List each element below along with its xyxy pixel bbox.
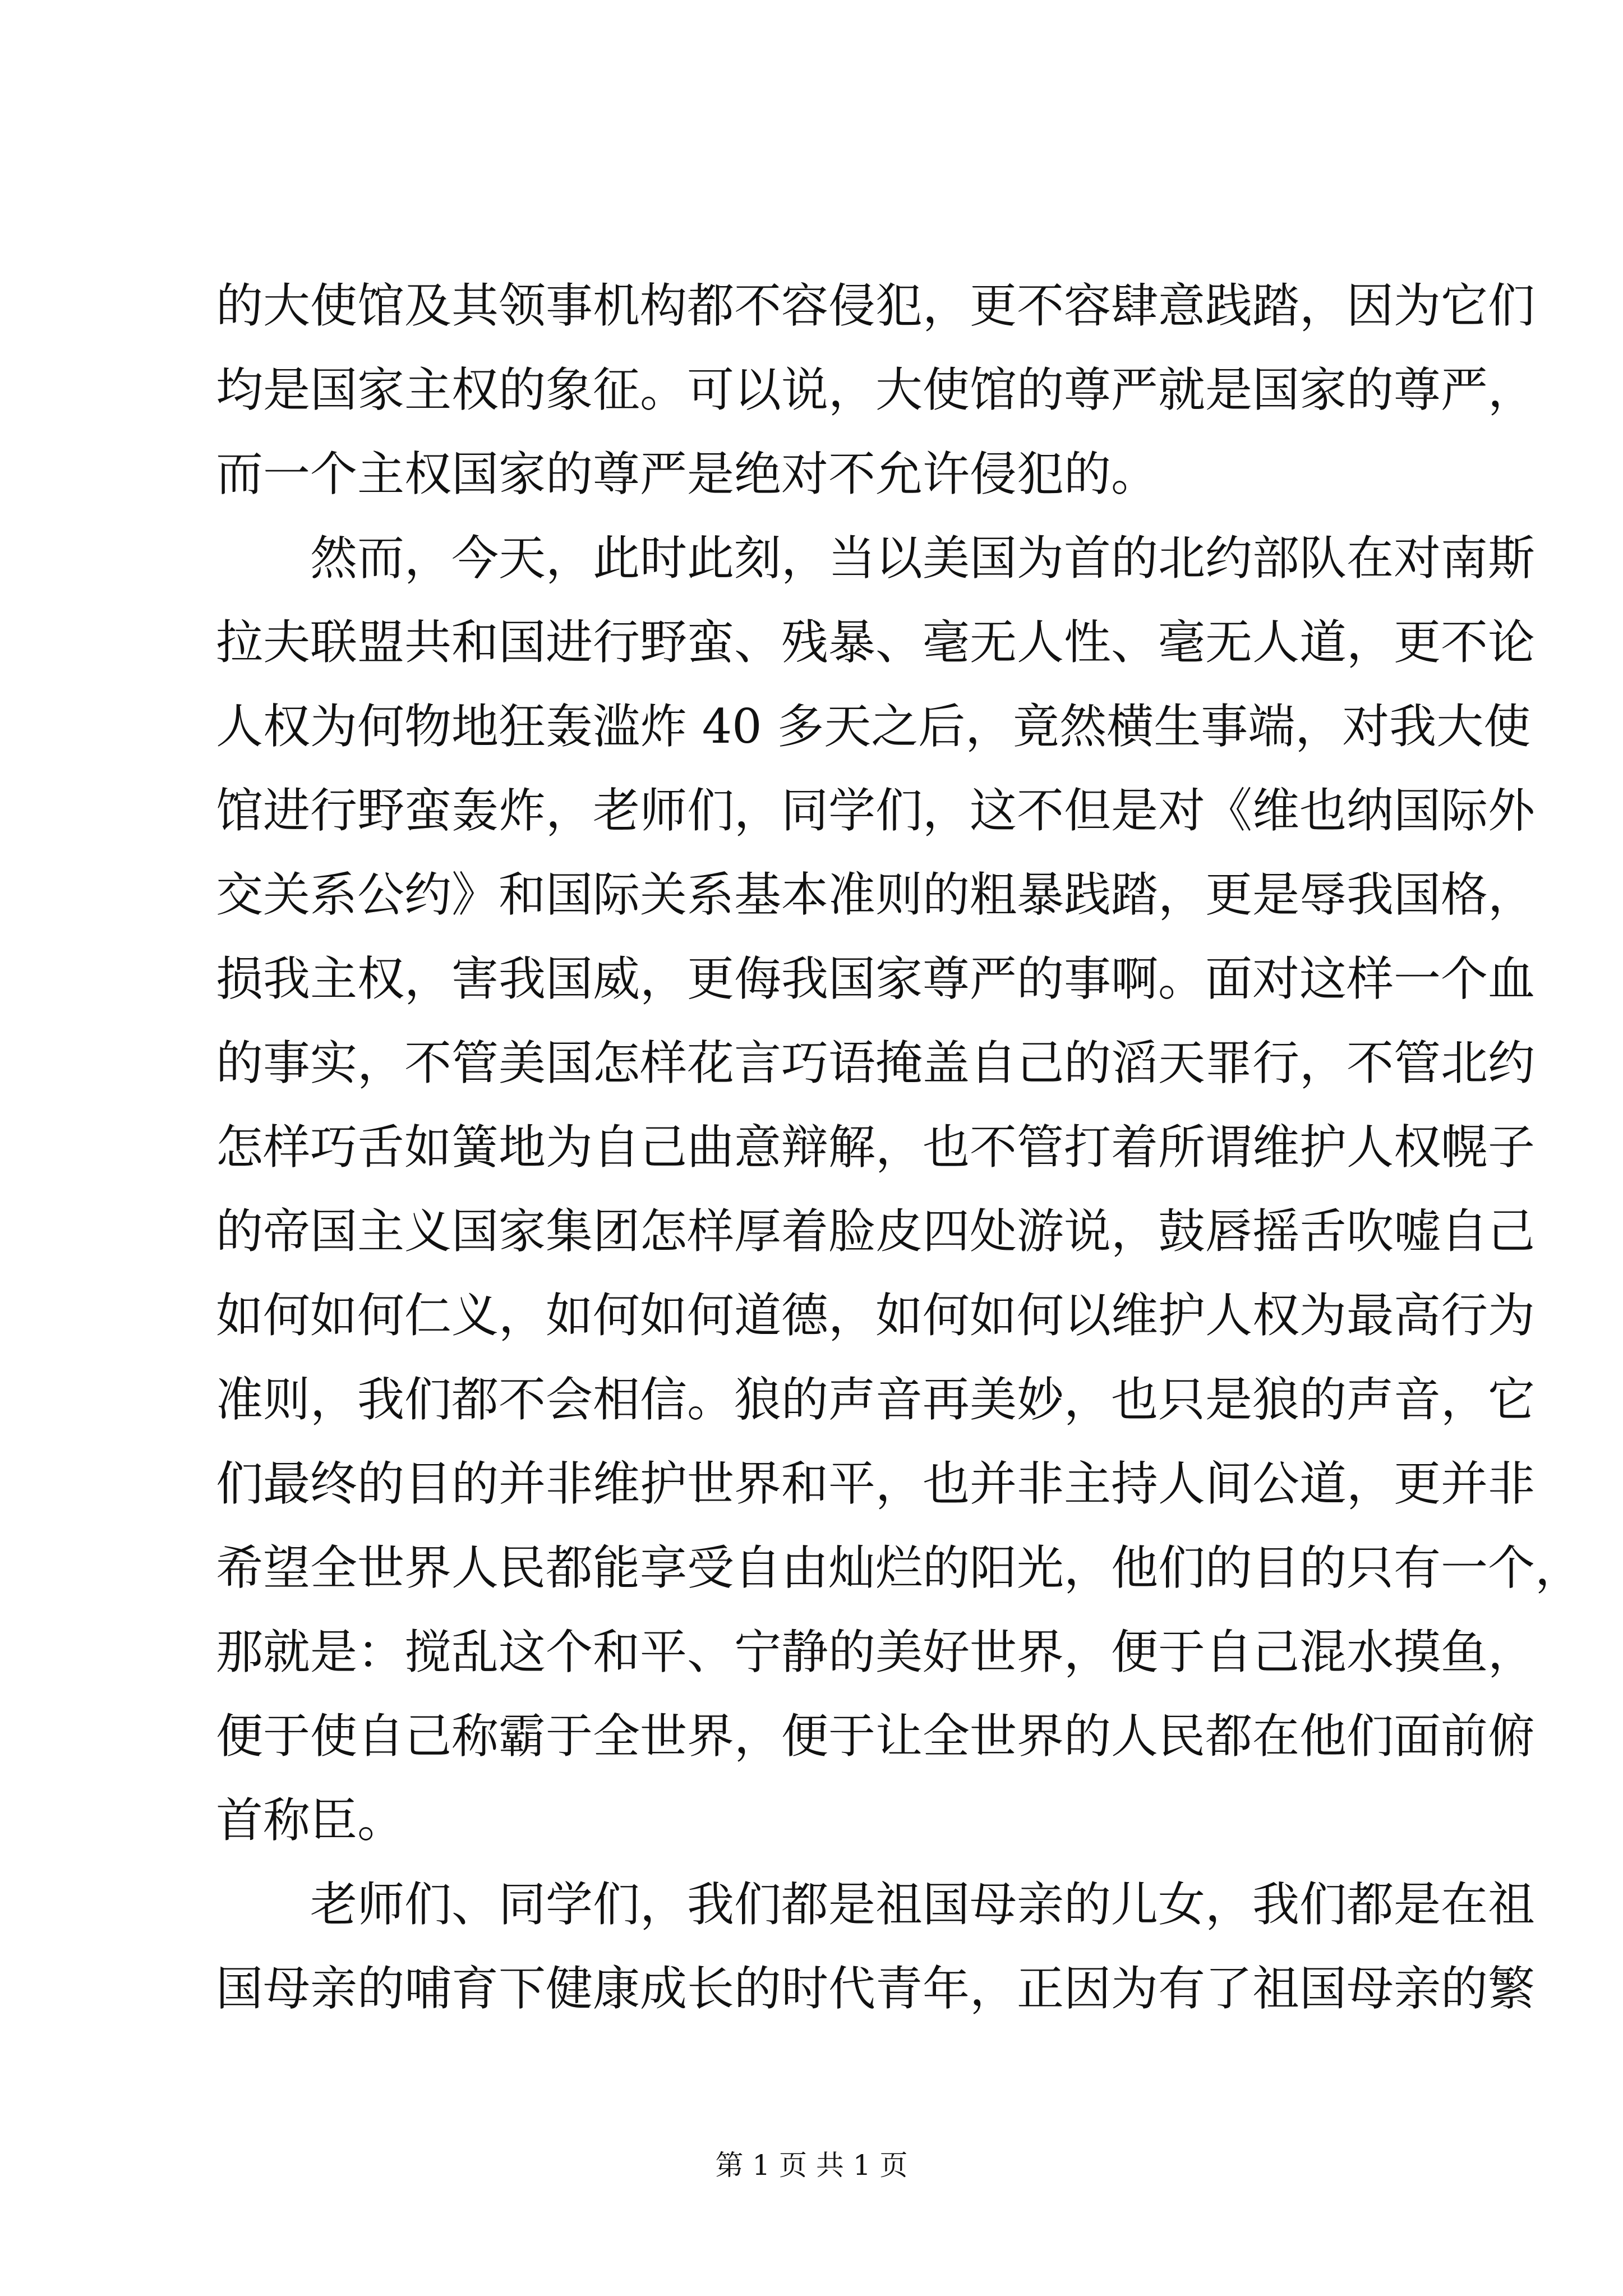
text-line: 怎样巧舌如簧地为自己曲意辩解，也不管打着所谓维护人权幌子: [216, 1120, 1536, 1175]
text-line: 老师们、同学们，我们都是祖国母亲的儿女，我们都是在祖: [310, 1877, 1536, 1932]
text-line: 然而，今天，此时此刻，当以美国为首的北约部队在对南斯: [310, 531, 1536, 586]
text-line: 便于使自己称霸于全世界，便于让全世界的人民都在他们面前俯: [216, 1709, 1536, 1764]
text-line: 希望全世界人民都能享受自由灿烂的阳光，他们的目的只有一个，: [216, 1540, 1583, 1595]
text-line: 而一个主权国家的尊严是绝对不允许侵犯的。: [216, 447, 1159, 501]
text-line: 的事实，不管美国怎样花言巧语掩盖自己的滔天罪行，不管北约: [216, 1036, 1536, 1091]
page-number-footer: 第 1 页 共 1 页: [715, 2149, 908, 2182]
text-line: 那就是：搅乱这个和平、宁静的美好世界，便于自己混水摸鱼，: [216, 1625, 1536, 1680]
text-line: 拉夫联盟共和国进行野蛮、残暴、毫无人性、毫无人道，更不论: [216, 615, 1536, 670]
text-line: 交关系公约》和国际关系基本准则的粗暴践踏，更是辱我国格，: [216, 867, 1536, 922]
text-line: 均是国家主权的象征。可以说，大使馆的尊严就是国家的尊严，: [216, 362, 1536, 417]
text-line: 们最终的目的并非维护世界和平，也并非主持人间公道，更并非: [216, 1456, 1536, 1511]
document-body: [216, 264, 1583, 2031]
text-line: 首称臣。: [216, 1793, 405, 1848]
text-line: 的大使馆及其领事机构都不容侵犯，更不容肆意践踏，因为它们: [216, 278, 1536, 333]
text-line: 人权为何物地狂轰滥炸 40 多天之后，竟然横生事端，对我大使: [216, 699, 1531, 754]
text-line: 的帝国主义国家集团怎样厚着脸皮四处游说，鼓唇摇舌吹嘘自己: [216, 1204, 1536, 1259]
text-line: 国母亲的哺育下健康成长的时代青年，正因为有了祖国母亲的繁: [216, 1961, 1536, 2016]
text-line: 损我主权，害我国威，更侮我国家尊严的事啊。面对这样一个血: [216, 951, 1536, 1006]
text-line: 准则，我们都不会相信。狼的声音再美妙，也只是狼的声音，它: [216, 1372, 1536, 1427]
text-line: 馆进行野蛮轰炸，老师们，同学们，这不但是对《维也纳国际外: [216, 783, 1536, 838]
text-line: 如何如何仁义，如何如何道德，如何如何以维护人权为最高行为: [216, 1288, 1536, 1343]
